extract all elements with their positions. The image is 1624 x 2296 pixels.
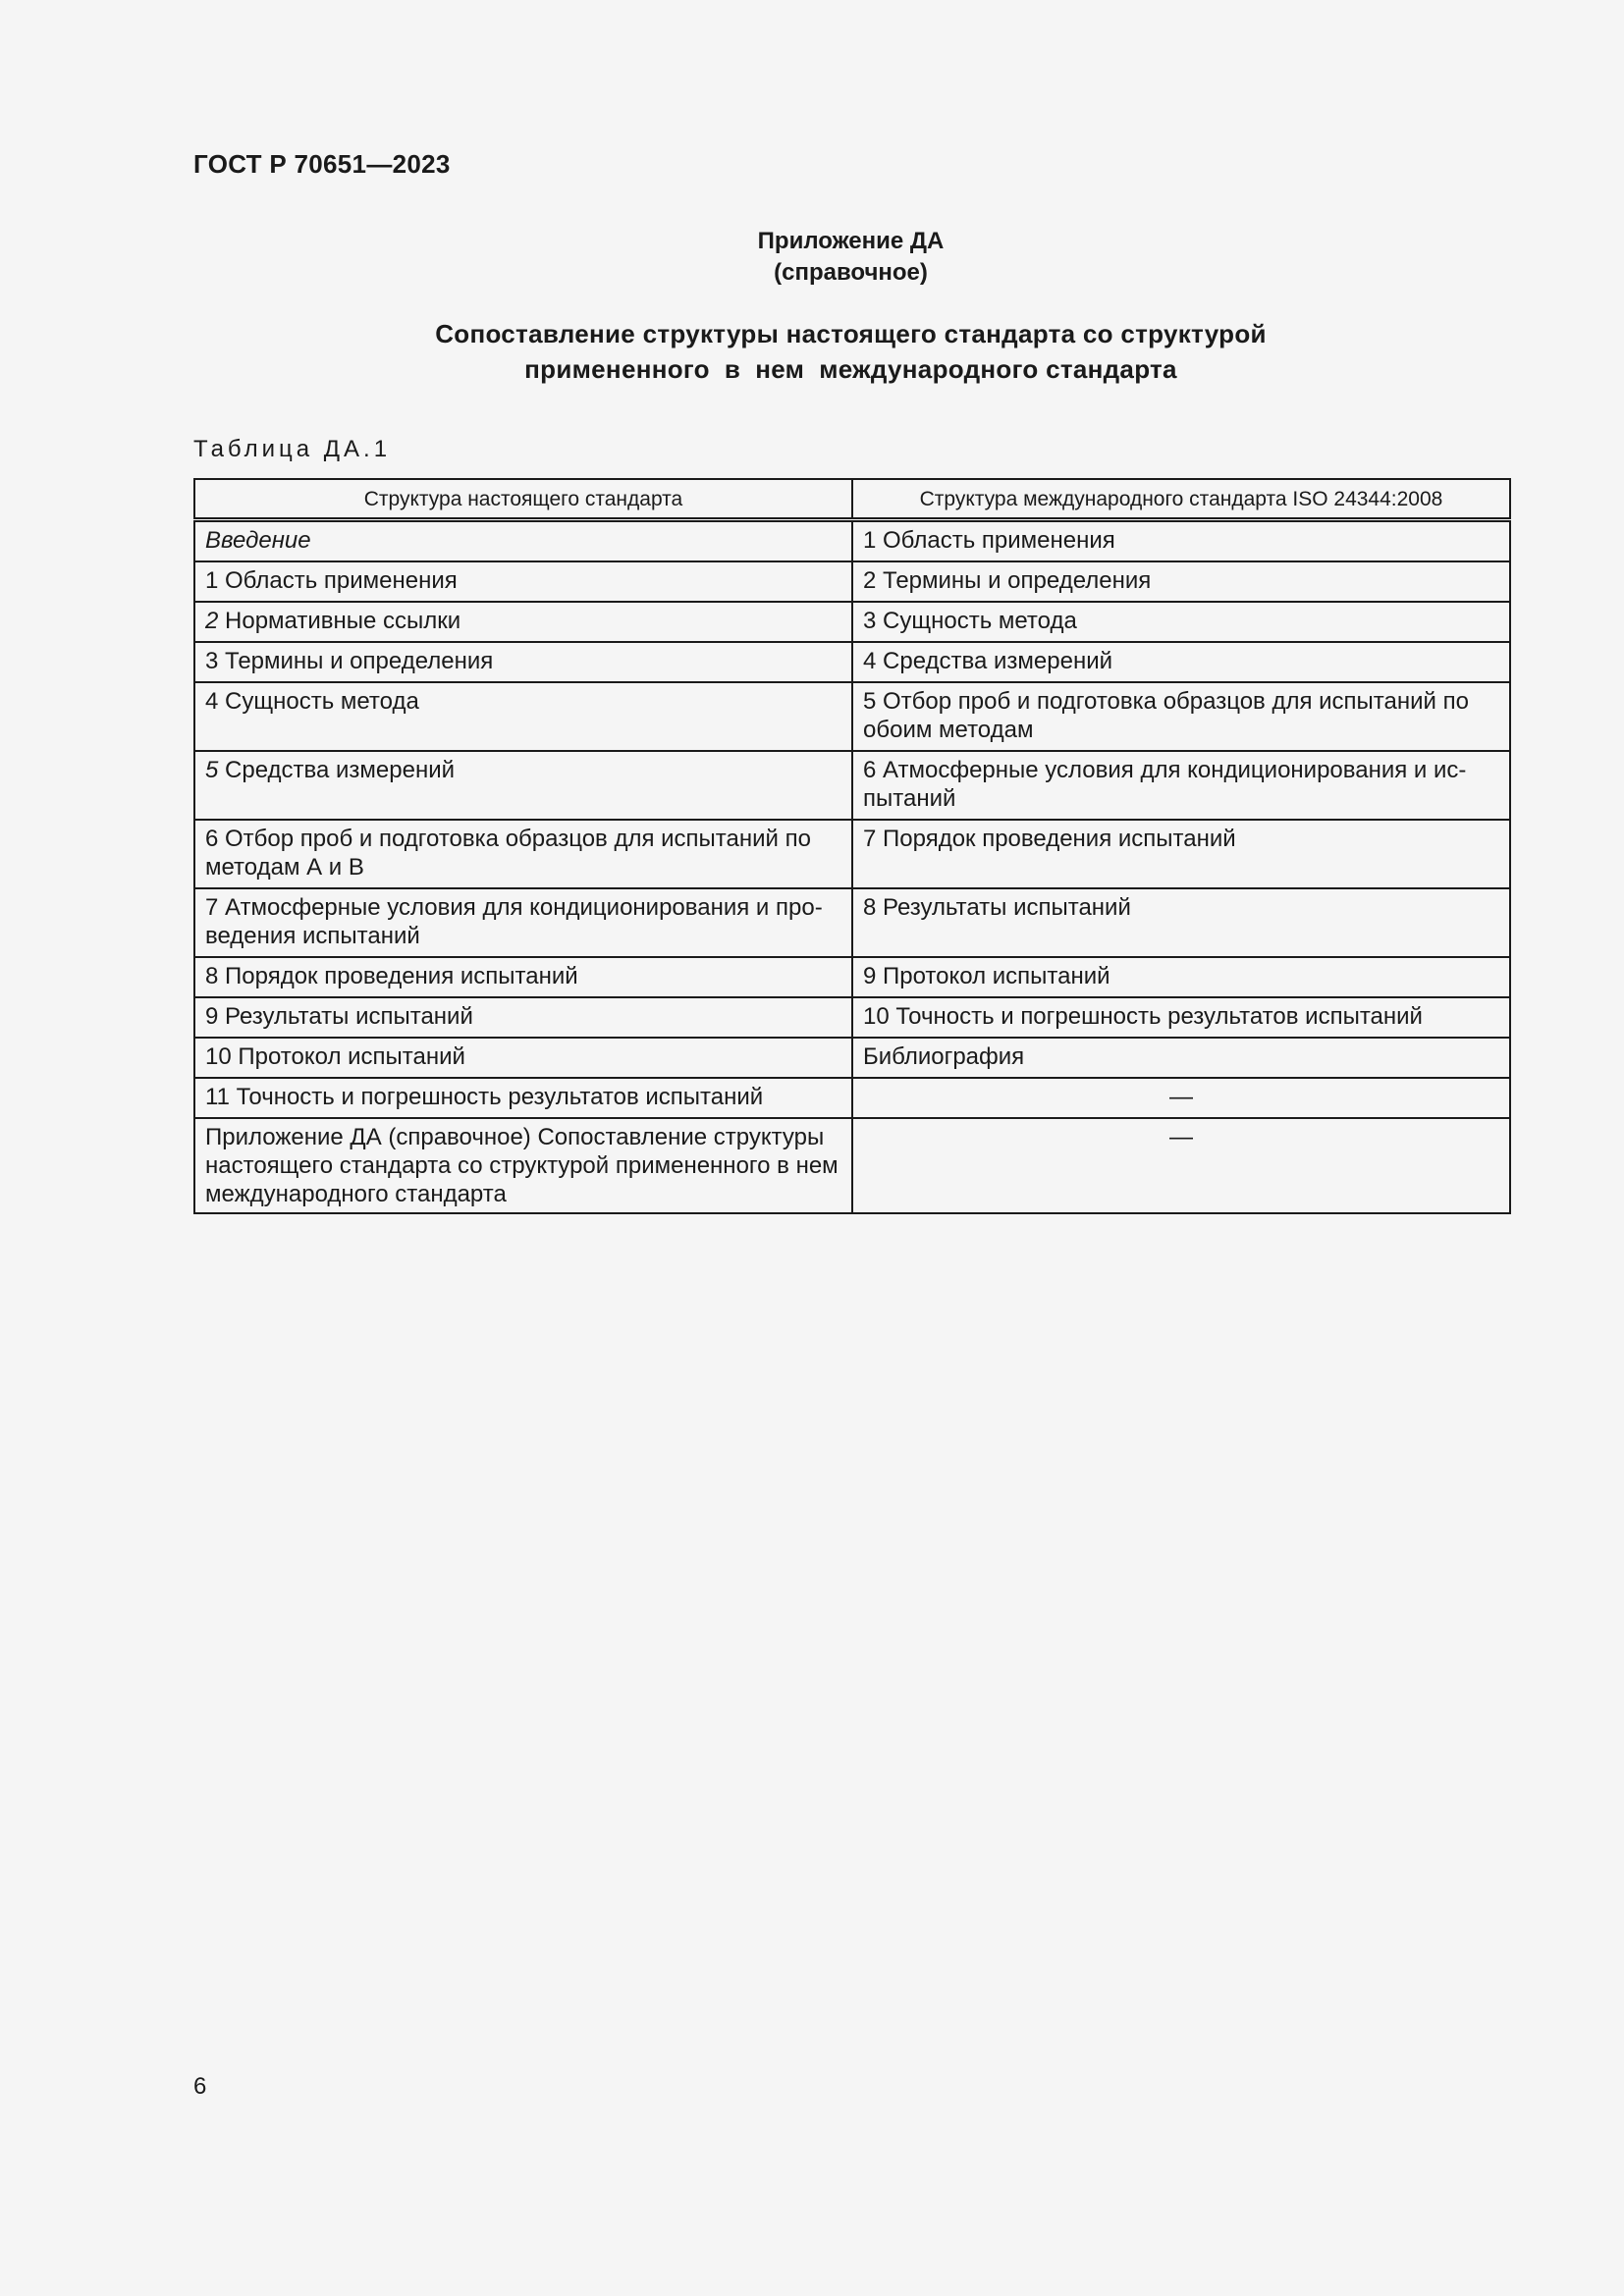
national-structure-cell bbox=[194, 602, 852, 642]
cell-text: Нормативные ссылки bbox=[218, 608, 461, 634]
international-structure-cell: 6 Атмосферные условия для кондиционирования и испытаний bbox=[852, 751, 1510, 820]
structure-comparison-table bbox=[193, 478, 1511, 1214]
international-structure-cell: 9 Протокол испытаний bbox=[852, 957, 1510, 997]
document-number: ГОСТ Р 70651—2023 bbox=[193, 149, 451, 179]
section-title bbox=[0, 316, 1624, 387]
international-structure-cell: — bbox=[852, 1118, 1510, 1213]
table-row bbox=[194, 682, 1510, 751]
column-header-national: Структура настоящего стандарта bbox=[194, 479, 852, 520]
table-row bbox=[194, 1038, 1510, 1078]
table-row bbox=[194, 1118, 1510, 1213]
column-header-international: Структура международного стандарта ISO 24344:2008 bbox=[852, 479, 1510, 520]
international-structure-cell: 7 Порядок проведения испытаний bbox=[852, 820, 1510, 888]
international-structure-cell: Библиография bbox=[852, 1038, 1510, 1078]
table-row bbox=[194, 602, 1510, 642]
table-row bbox=[194, 751, 1510, 820]
page-number: 6 bbox=[193, 2073, 207, 2100]
international-structure-cell: 10 Точность и погрешность результатов испытаний bbox=[852, 997, 1510, 1038]
national-structure-cell: 9 Результаты испытаний bbox=[194, 997, 852, 1038]
table-caption: Таблица ДА.1 bbox=[193, 436, 392, 462]
section-number: 2 bbox=[205, 608, 219, 634]
table-row bbox=[194, 957, 1510, 997]
table-row bbox=[194, 642, 1510, 682]
appendix-heading bbox=[0, 226, 1624, 289]
section-title-line-2: примененного в нем международного стандарта bbox=[524, 354, 1177, 384]
national-structure-cell: 7 Атмосферные условия для кондиционирования и проведения испытаний bbox=[194, 888, 852, 957]
section-number: 5 bbox=[205, 757, 219, 783]
international-structure-cell: — bbox=[852, 1078, 1510, 1118]
table-header-row bbox=[194, 479, 1510, 520]
table-row bbox=[194, 561, 1510, 602]
national-structure-cell: 4 Сущность метода bbox=[194, 682, 852, 751]
appendix-subtitle: (справочное) bbox=[774, 259, 928, 286]
national-structure-cell: 3 Термины и определения bbox=[194, 642, 852, 682]
table-row bbox=[194, 520, 1510, 562]
international-structure-cell: 2 Термины и определения bbox=[852, 561, 1510, 602]
section-title-line-1: Сопоставление структуры настоящего стандарта со структурой bbox=[435, 319, 1267, 348]
national-structure-cell: 11 Точность и погрешность результатов испытаний bbox=[194, 1078, 852, 1118]
national-structure-cell: 6 Отбор проб и подготовка образцов для испытаний по методам А и В bbox=[194, 820, 852, 888]
table-row bbox=[194, 997, 1510, 1038]
national-structure-cell: 8 Порядок проведения испытаний bbox=[194, 957, 852, 997]
national-structure-cell: Приложение ДА (справочное) Сопоставление структуры настоящего стандарта со структурой примененного в нем международного стандарта bbox=[194, 1118, 852, 1213]
international-structure-cell: 8 Результаты испытаний bbox=[852, 888, 1510, 957]
cell-text: Введение bbox=[205, 527, 311, 554]
national-structure-cell: 1 Область применения bbox=[194, 561, 852, 602]
national-structure-cell: 10 Протокол испытаний bbox=[194, 1038, 852, 1078]
national-structure-cell bbox=[194, 751, 852, 820]
table-row bbox=[194, 1078, 1510, 1118]
national-structure-cell bbox=[194, 520, 852, 562]
international-structure-cell: 3 Сущность метода bbox=[852, 602, 1510, 642]
table-row bbox=[194, 888, 1510, 957]
cell-text: Средства измерений bbox=[218, 757, 456, 783]
international-structure-cell: 4 Средства измерений bbox=[852, 642, 1510, 682]
appendix-title: Приложение ДА bbox=[757, 228, 945, 254]
table-row bbox=[194, 820, 1510, 888]
international-structure-cell: 1 Область применения bbox=[852, 520, 1510, 562]
international-structure-cell: 5 Отбор проб и подготовка образцов для испытаний по обоим методам bbox=[852, 682, 1510, 751]
